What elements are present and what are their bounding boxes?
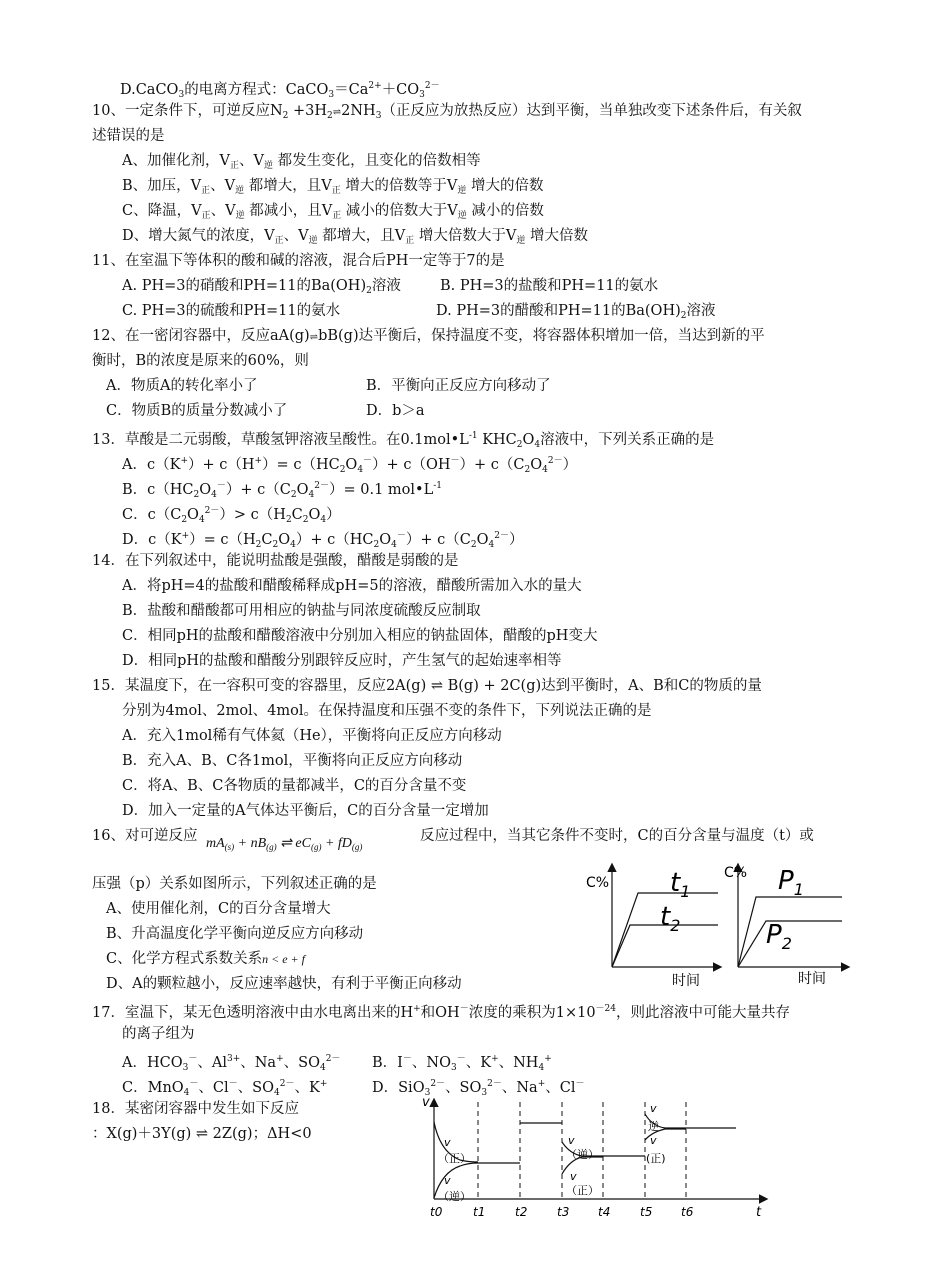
q10-option-d: D、增大氮气的浓度，$V_正$、$V_逆$ 都增大，且$V_正$ 增大倍数大于$V_逆$ 增大倍数 [122,228,588,246]
q18-label-v-2: v [444,1174,451,1187]
q12-stem-line2: 衡时，B的浓度是原来的60%，则 [92,353,309,369]
graph1-label-t2: $t_2$ [660,902,681,935]
q12-option-a: A．物质A的转化率小了 [106,378,258,394]
q15-stem-line2: 分别为4mol、2mol、4mol。在保持温度和压强不变的条件下，下列说法正确的是 [122,703,652,719]
q18-label-zheng-5: (正) [646,1152,666,1165]
q18-label-zheng-1: （正） [438,1152,471,1165]
q16-stem-post: 反应过程中，当其它条件不变时，C的百分含量与温度（t）或 [420,828,814,844]
q18-tick-t3: t3 [557,1205,570,1219]
q18-tick-t6: t6 [681,1205,694,1219]
q18-rate-graph [420,1092,780,1222]
q18-tick-t0: t0 [430,1205,443,1219]
q17-option-b: B．I－、$NO_3^-$、K+、$NH_4^+$ [372,1054,552,1073]
q18-label-v-3: v [568,1134,575,1147]
q18-tick-t4: t4 [598,1205,611,1219]
q11-option-d: D. PH=3的醋酸和PH=11的$Ba(OH)_2$溶液 [436,303,716,321]
q16-stem-pre: 16、对可逆反应 [92,828,198,844]
q11-option-b: B. PH=3的盐酸和PH=11的氨水 [440,278,659,294]
q14-option-b: B．盐酸和醋酸都可用相应的钠盐与同浓度硫酸反应制取 [122,603,481,619]
graph1-label-t1: $t_1$ [670,868,691,901]
q18-stem-line2: ：X(g)＋3Y(g) ⇌ 2Z(g)；ΔH<0 [92,1126,312,1142]
q18-xlabel: t [756,1205,762,1220]
q12-stem-line1: 12、在一密闭容器中，反应aA(g)⇌bB(g)达平衡后，保持温度不变，将容器体积增加一倍，当达到新的平 [92,328,765,344]
q13-stem: 13．草酸是二元弱酸，草酸氢钾溶液呈酸性。在$0.1mol•L^{-1}$ $KHC_2O_4$溶液中，下列关系正确的是 [92,431,715,450]
q18-ylabel: v [422,1095,430,1110]
q16-option-d: D、A的颗粒越小，反应速率越快，有利于平衡正向移动 [106,976,462,992]
q9-option-d: D.CaCO$_3$的电离方程式：$CaCO_3=Ca^{2+}+CO_3^{2-}$ [120,81,440,100]
q11-stem: 11、在室温下等体积的酸和碱的溶液，混合后PH一定等于7的是 [92,253,505,269]
q18-label-ni-1: （逆） [438,1190,471,1203]
q17-stem-line1: 17．室温下，某无色透明溶液中由水电离出来的H+和OH－浓度的乘积为$1\times 10^{-24}$，则此溶液中可能大量共存 [92,1004,790,1021]
q18-stem-line1: 18．某密闭容器中发生如下反应 [92,1101,299,1117]
q14-option-c: C．相同pH的盐酸和醋酸溶液中分别加入相应的钠盐固体，醋酸的pH变大 [122,628,598,644]
q16-option-c-math: n < e + f [262,952,305,966]
graph2-label-p2: $P_2$ [766,920,792,953]
q17-stem-line2: 的离子组为 [122,1026,195,1042]
q16-option-c-text: C、化学方程式系数关系 [106,951,263,967]
q16-option-c [106,949,305,969]
q15-stem-line1: 15．某温度下，在一容积可变的容器里，反应2A(g) ⇌ B(g) + 2C(g)达到平衡时，A、B和C的物质的量 [92,678,762,694]
q10-stem-line2: 述错误的是 [92,128,165,144]
graph2-xlabel: 时间 [798,971,826,987]
graph2-curve-p1 [738,897,842,967]
q18-tick-t1: t1 [473,1205,486,1219]
q13-option-d: D．$c(K^+)= c(H_2C_2O_4)+ c(HC_2O_4^-)+ c(C_2O_4^{2-})$ [122,531,524,550]
q10-option-a: A、加催化剂，$V_正$、$V_逆$ 都发生变化，且变化的倍数相等 [122,153,481,171]
q16-option-b: B、升高温度化学平衡向逆反应方向移动 [106,926,364,942]
q14-stem: 14．在下列叙述中，能说明盐酸是强酸，醋酸是弱酸的是 [92,553,459,569]
q16-stem-line2: 压强（p）关系如图所示，下列叙述正确的是 [92,876,377,892]
q18-label-v-1: v [444,1136,451,1149]
q11-option-c: C. PH=3的硫酸和PH=11的氨水 [122,303,341,319]
q18-label-v-6: v [650,1134,657,1147]
q16-equation: $mA_{(s)} + nB_{(g)}$ ⇌ $eC_{(g)} + fD_{(g)}$ [206,836,363,852]
q18-label-zheng-3: （正） [566,1184,599,1197]
q13-option-a: A．$c(K^+)+ c(H^+)= c(HC_2O_4^-)+ c(OH^-)+ c(C_2O_4^{2-})$ [122,456,578,475]
q12-option-c: C．物质B的质量分数减小了 [106,403,288,419]
q14-option-a: A．将pH=4的盐酸和醋酸稀释成pH=5的溶液，醋酸所需加入水的量大 [122,578,582,594]
q15-option-a: A．充入1mol稀有气体氦（He），平衡将向正反应方向移动 [122,728,502,744]
q15-option-d: D．加入一定量的A气体达平衡后，C的百分含量一定增加 [122,803,489,819]
q15-option-c: C．将A、B、C各物质的量都减半，C的百分含量不变 [122,778,467,794]
q18-tick-t2: t2 [515,1205,528,1219]
q10-stem-line1: 10、一定条件下，可逆反应$N_2$ $+3H_2\rightleftharpoons 2NH_3$（正反应为放热反应）达到平衡，当单独改变下述条件后，有关叙 [92,103,802,121]
q17-option-a: A．$HCO_3^-$、$Al^{3+}$、Na+、$SO_4^{2-}$ [122,1054,341,1073]
graph1-xlabel: 时间 [672,973,700,989]
q10-option-c: C、降温，$V_正$、$V_逆$ 都减小，且$V_正$ 减小的倍数大于$V_逆$ 减小的倍数 [122,203,544,221]
q18-label-ni-5: 逆 [648,1120,659,1133]
q13-option-b: B．$c(HC_2O_4^-)+ c(C_2O_4^{2-})= 0.1$ $mol•L^{-1}$ [122,481,442,500]
q12-option-b: B．平衡向正反应方向移动了 [366,378,551,394]
q16-option-a: A、使用催化剂，C的百分含量增大 [106,901,331,917]
q16-graph-pressure [724,865,848,987]
q16-graph-temperature [586,865,720,989]
q12-option-d: D．b＞a [366,403,425,419]
graph2-label-p1: $P_1$ [778,866,804,899]
q13-option-c: C．$c(C_2O_4^{2-})> c(H_2C_2O_4)$ [122,506,341,525]
q16-graphs [580,855,860,990]
q18-label-v-4: v [570,1170,577,1183]
graph1-ylabel: C% [586,875,610,891]
q14-option-d: D．相同pH的盐酸和醋酸分别跟锌反应时，产生氢气的起始速率相等 [122,653,562,669]
q11-option-a: A. PH=3的硝酸和PH=11的$Ba(OH)_2$溶液 [122,278,401,296]
graph2-ylabel: C% [724,865,748,881]
q10-option-b: B、加压，$V_正$、$V_逆$ 都增大，且$V_正$ 增大的倍数等于$V_逆$ 增大的倍数 [122,178,544,196]
q18-tick-t5: t5 [640,1205,653,1219]
q18-label-v-5: v [650,1102,657,1115]
q15-option-b: B．充入A、B、C各1mol，平衡将向正反应方向移动 [122,753,463,769]
q18-label-ni-3: （逆） [566,1148,599,1161]
q17-option-d: D．SiO$_3^{2-}$、$SO_3^{2-}$、Na+、Cl－ [372,1079,585,1098]
q17-option-c: C．MnO$_4$－、Cl－、$SO_4^{2-}$、K+ [122,1079,328,1098]
